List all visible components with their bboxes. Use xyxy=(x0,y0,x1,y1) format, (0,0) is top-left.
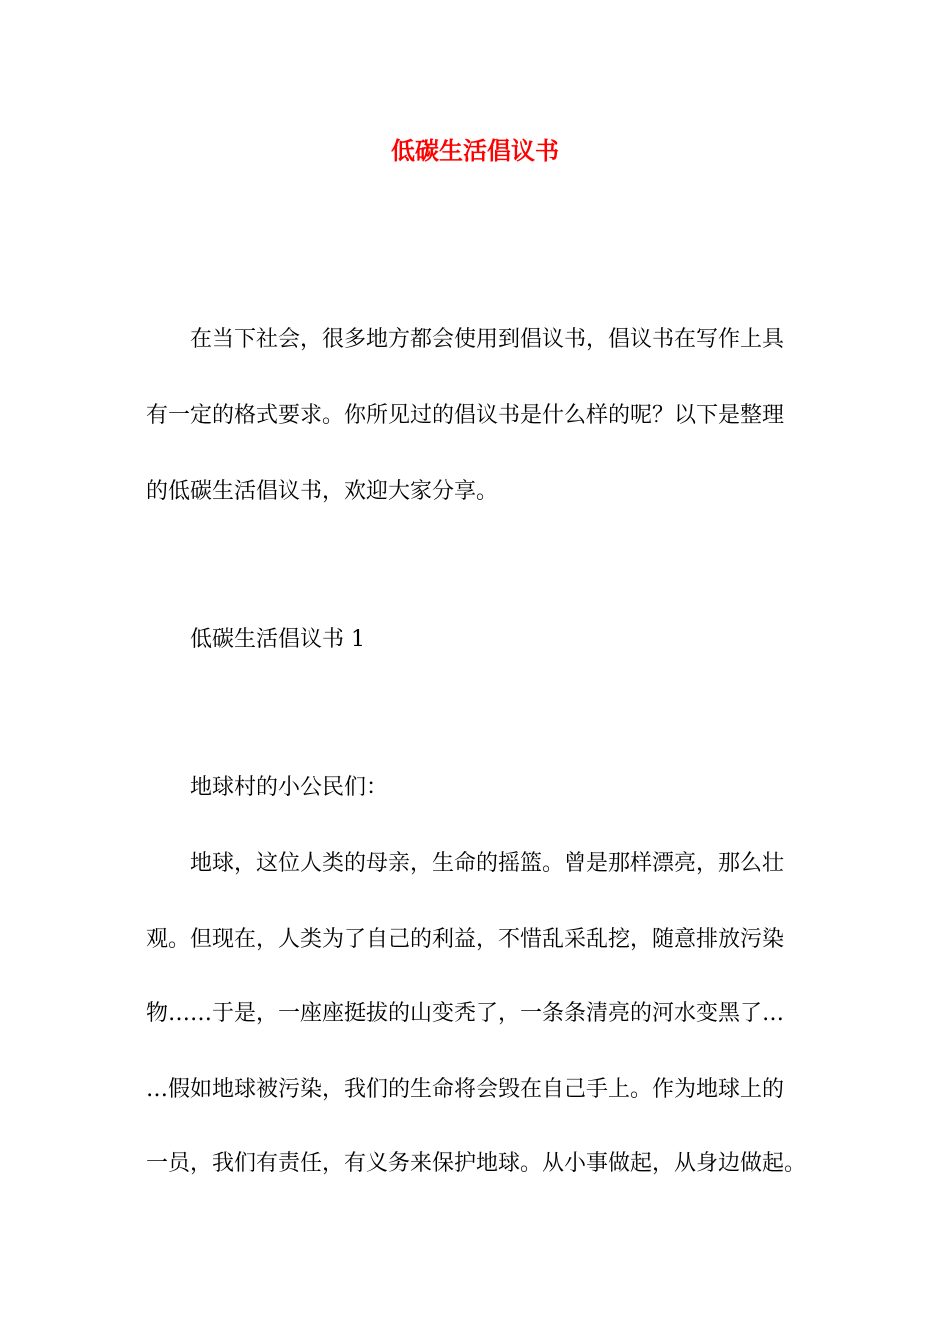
intro-line-3: 的低碳生活倡议书，欢迎大家分享。 xyxy=(146,479,499,504)
body-line-4: …假如地球被污染，我们的生命将会毁在自己手上。作为地球上的 xyxy=(146,1077,785,1102)
body-line-3: 物……于是，一座座挺拔的山变秃了，一条条清亮的河水变黑了… xyxy=(146,1001,785,1026)
document-title: 低碳生活倡议书 xyxy=(391,136,559,165)
body-line-1: 地球，这位人类的母亲，生命的摇篮。曾是那样漂亮，那么壮 xyxy=(190,851,785,876)
salutation: 地球村的小公民们： xyxy=(190,775,389,800)
intro-line-2: 有一定的格式要求。你所见过的倡议书是什么样的呢？以下是整理 xyxy=(146,403,785,428)
body-line-5: 一员，我们有责任，有义务来保护地球。从小事做起，从身边做起。 xyxy=(146,1151,807,1176)
body-line-2: 观。但现在，人类为了自己的利益，不惜乱采乱挖，随意排放污染 xyxy=(146,927,785,952)
section-heading: 低碳生活倡议书 1 xyxy=(190,627,365,652)
intro-line-1: 在当下社会，很多地方都会使用到倡议书，倡议书在写作上具 xyxy=(190,327,785,352)
